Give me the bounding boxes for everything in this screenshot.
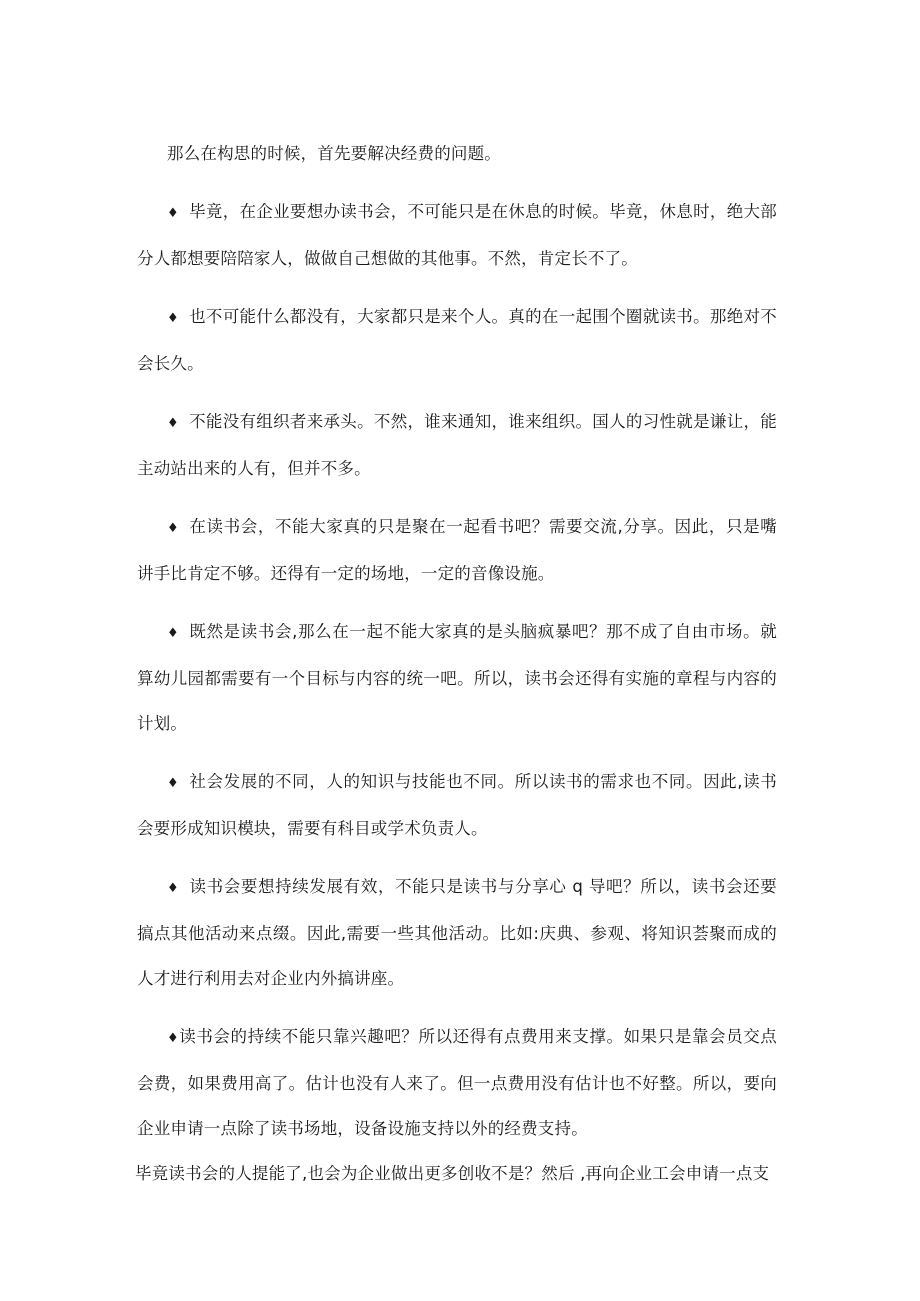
bullet-paragraph-1 bbox=[137, 189, 777, 281]
bullet-text-4: 在读书会，不能大家真的只是聚在一起看书吧？需要交流,分享。因此，只是嘴讲手比肯定不够。还得有一定的场地，一定的音像设施。 bbox=[137, 517, 777, 583]
diamond-bullet-icon: ♦ bbox=[167, 521, 179, 536]
body-text bbox=[137, 131, 777, 1209]
diamond-bullet-icon: ♦ bbox=[167, 1031, 179, 1046]
diamond-bullet-icon: ♦ bbox=[167, 206, 179, 221]
bullet-text-6: 社会发展的不同，人的知识与技能也不同。所以读书的需求也不同。因此,读书会要形成知识模块，需要有科目或学术负责人。 bbox=[137, 772, 777, 838]
bullet-text-8: 读书会的持续不能只靠兴趣吧？所以还得有点费用来支撑。如果只是靠会员交点会费，如果费用高了。估计也没有人来了。但一点费用没有估计也不好整。所以，要向企业申请一点除了读书场地，设备设施支持以外的经费支持。 bbox=[137, 1027, 777, 1138]
bullet-text-5: 既然是读书会,那么在一起不能大家真的是头脑疯暴吧？那不成了自由市场。就算幼儿园都需要有一个目标与内容的统一吧。所以，读书会还得有实施的章程与内容的计划。 bbox=[137, 622, 777, 733]
intro-paragraph: 那么在构思的时候，首先要解决经费的问题。 bbox=[167, 144, 501, 163]
bullet-text-7: 读书会要想持续发展有效，不能只是读书与分享心 q 导吧？所以，读书会还要搞点其他活动来点缀。因此,需要一些其他活动。比如:庆典、参观、将知识荟聚而成的人才进行利用去对企业内外搞讲座。 bbox=[137, 877, 777, 988]
bullet-paragraph-7 bbox=[137, 864, 777, 1001]
diamond-bullet-icon: ♦ bbox=[167, 776, 179, 791]
diamond-bullet-icon: ♦ bbox=[167, 626, 179, 641]
bullet-text-3: 不能没有组织者来承头。不然，谁来通知，谁来组织。国人的习性就是谦让，能主动站出来的人有，但并不多。 bbox=[137, 412, 777, 478]
diamond-bullet-icon: ♦ bbox=[167, 881, 179, 896]
bullet-paragraph-2 bbox=[137, 294, 777, 386]
bullet-paragraph-4 bbox=[137, 504, 777, 596]
closing-paragraph: 毕竟读书会的人提能了,也会为企业做出更多创收不是？然后 ,再向企业工会申请一点支 bbox=[135, 1164, 770, 1183]
diamond-bullet-icon: ♦ bbox=[167, 416, 179, 431]
bullet-paragraph-8 bbox=[137, 1014, 777, 1151]
bullet-paragraph-6 bbox=[137, 759, 777, 851]
bullet-paragraph-3 bbox=[137, 399, 777, 491]
bullet-text-2: 也不可能什么都没有，大家都只是来个人。真的在一起围个圈就读书。那绝对不会长久。 bbox=[137, 307, 777, 373]
bullet-text-1: 毕竟，在企业要想办读书会，不可能只是在休息的时候。毕竟，休息时，绝大部分人都想要陪陪家人，做做自己想做的其他事。不然，肯定长不了。 bbox=[137, 202, 777, 268]
diamond-bullet-icon: ♦ bbox=[167, 311, 179, 326]
bullet-paragraph-5 bbox=[137, 609, 777, 746]
